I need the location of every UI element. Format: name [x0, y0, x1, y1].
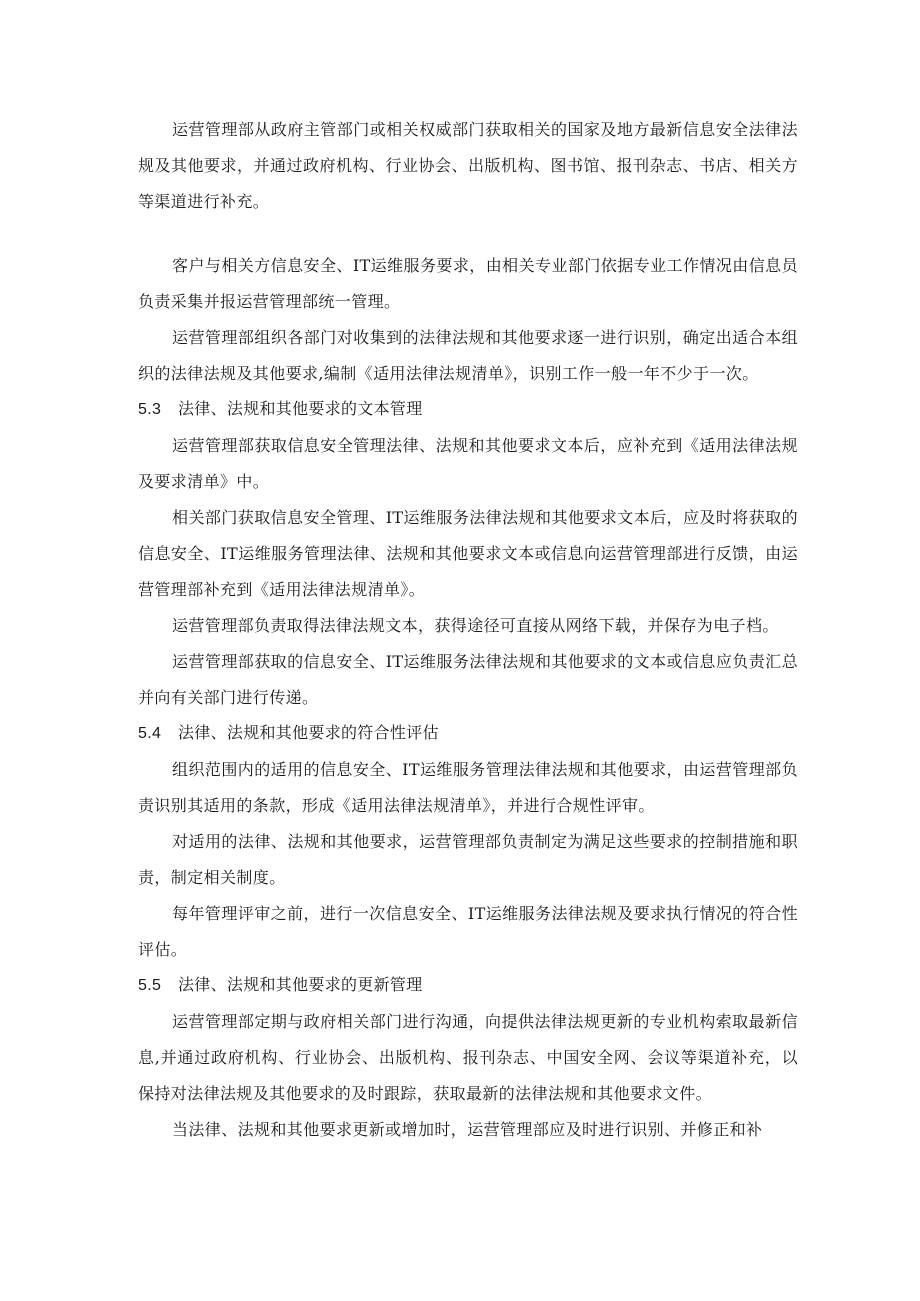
section-number: 5.3	[138, 401, 162, 418]
paragraph: 当法律、法规和其他要求更新或增加时，运营管理部应及时进行识别、并修正和补	[172, 1120, 763, 1139]
section-number: 5.5	[138, 977, 162, 994]
section-heading-5-5	[138, 968, 798, 1004]
paragraph: 运营管理部定期与政府相关部门进行沟通，向提供法律法规更新的专业机构索取最新信息,并通过政府机构、行业协会、出版机构、报刊杂志、中国安全网、会议等渠道补充，以保持对法律法规及其他要求的及时跟踪，获取最新的法律法规和其他要求文件。	[138, 1012, 798, 1103]
section-number: 5.4	[138, 725, 162, 742]
paragraph: 组织范围内的适用的信息安全、IT运维服务管理法律法规和其他要求，由运营管理部负责识别其适用的条款，形成《适用法律法规清单》，并进行合规性评审。	[138, 760, 798, 815]
paragraph: 运营管理部获取信息安全管理法律、法规和其他要求文本后，应补充到《适用法律法规及要求清单》中。	[138, 436, 798, 491]
section-title: 法律、法规和其他要求的符合性评估	[178, 725, 439, 742]
section-heading-5-4	[138, 716, 798, 752]
paragraph: 运营管理部组织各部门对收集到的法律法规和其他要求逐一进行识别，确定出适合本组织的法律法规及其他要求,编制《适用法律法规清单》，识别工作一般一年不少于一次。	[138, 328, 798, 383]
paragraph: 运营管理部从政府主管部门或相关权威部门获取相关的国家及地方最新信息安全法律法规及其他要求，并通过政府机构、行业协会、出版机构、图书馆、报刊杂志、书店、相关方等渠道进行补充。	[138, 120, 798, 211]
section-heading-5-3	[138, 392, 798, 428]
section-title: 法律、法规和其他要求的文本管理	[178, 401, 423, 418]
paragraph: 对适用的法律、法规和其他要求，运营管理部负责制定为满足这些要求的控制措施和职责，制定相关制度。	[138, 832, 798, 887]
paragraph: 运营管理部获取的信息安全、IT运维服务法律法规和其他要求的文本或信息应负责汇总并向有关部门进行传递。	[138, 652, 798, 707]
paragraph: 客户与相关方信息安全、IT运维服务要求，由相关专业部门依据专业工作情况由信息员负责采集并报运营管理部统一管理。	[138, 256, 798, 311]
paragraph: 运营管理部负责取得法律法规文本，获得途径可直接从网络下载，并保存为电子档。	[172, 616, 779, 635]
paragraph: 每年管理评审之前，进行一次信息安全、IT运维服务法律法规及要求执行情况的符合性评估。	[138, 904, 798, 959]
section-title: 法律、法规和其他要求的更新管理	[178, 977, 423, 994]
paragraph: 相关部门获取信息安全管理、IT运维服务法律法规和其他要求文本后，应及时将获取的信息安全、IT运维服务管理法律、法规和其他要求文本或信息向运营管理部进行反馈，由运营管理部补充到《适用法律法规清单》。	[138, 508, 798, 599]
